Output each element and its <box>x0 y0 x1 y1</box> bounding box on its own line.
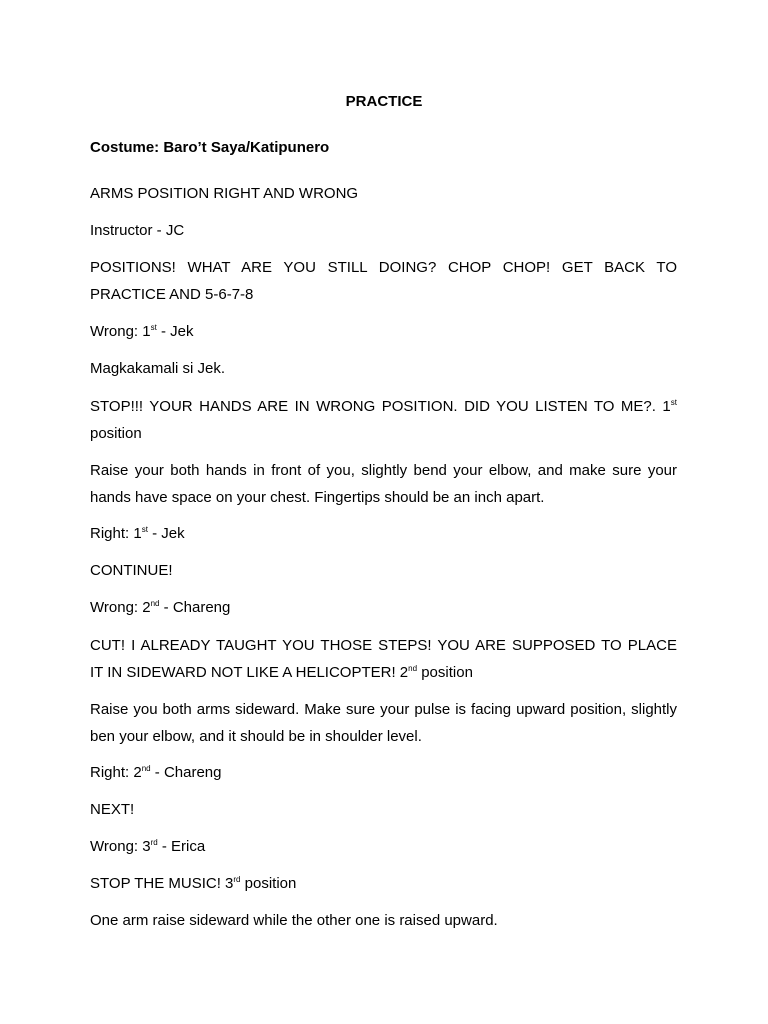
cut-call-line2-sup: nd <box>408 664 418 673</box>
stop-music-sup: rd <box>233 875 241 884</box>
positions-call-paragraph <box>90 254 677 308</box>
stop-call-line1-text: STOP!!! YOUR HANDS ARE IN WRONG POSITION. DID YOU LISTEN TO ME?. 1 <box>90 398 671 415</box>
wrong-3-sup: rd <box>150 838 158 847</box>
first-position-description <box>90 457 677 511</box>
wrong-2-line <box>90 594 677 621</box>
cut-call-paragraph <box>90 632 677 686</box>
cut-call-line2-suffix: position <box>417 664 473 681</box>
mistake-note: Magkakamali si Jek. <box>90 360 226 377</box>
page-title: PRACTICE <box>345 93 423 110</box>
cut-call-line2 <box>90 659 677 686</box>
instructor-line: Instructor - JC <box>90 222 185 239</box>
wrong-1-prefix: Wrong: 1 <box>90 323 151 340</box>
wrong-2-suffix: - Chareng <box>159 599 231 616</box>
right-1-suffix: - Jek <box>147 525 185 542</box>
wrong-3-prefix: Wrong: 3 <box>90 838 151 855</box>
stop-music-prefix: STOP THE MUSIC! 3 <box>90 875 234 892</box>
second-position-desc-line2: ben your elbow, and it should be in shoulder level. <box>90 728 422 745</box>
right-1-prefix: Right: 1 <box>90 525 142 542</box>
third-position-description: One arm raise sideward while the other one is raised upward. <box>90 912 498 929</box>
positions-call-line1: POSITIONS! WHAT ARE YOU STILL DOING? CHOP CHOP! GET BACK TO <box>90 259 677 276</box>
right-2-prefix: Right: 2 <box>90 764 142 781</box>
second-position-desc-line1: Raise you both arms sideward. Make sure your pulse is facing upward position, slightly <box>90 701 677 718</box>
right-1-line <box>90 520 677 547</box>
cut-call-line1: CUT! I ALREADY TAUGHT YOU THOSE STEPS! YOU ARE SUPPOSED TO PLACE <box>90 637 677 654</box>
cut-call-line2-text: IT IN SIDEWARD NOT LIKE A HELICOPTER! 2 <box>90 664 409 681</box>
stop-call-line2: position <box>90 425 142 442</box>
positions-call-line2: PRACTICE AND 5-6-7-8 <box>90 286 254 303</box>
right-2-suffix: - Chareng <box>150 764 222 781</box>
next-line: NEXT! <box>90 801 135 818</box>
continue-line: CONTINUE! <box>90 562 173 579</box>
first-position-desc-line2: hands have space on your chest. Fingertips should be an inch apart. <box>90 489 545 506</box>
wrong-3-line <box>90 833 677 860</box>
stop-call-line1-sup: st <box>670 398 677 407</box>
right-2-sup: nd <box>141 764 151 773</box>
wrong-1-sup: st <box>150 323 157 332</box>
wrong-3-suffix: - Erica <box>157 838 206 855</box>
wrong-1-suffix: - Jek <box>156 323 194 340</box>
costume-line: Costume: Baro’t Saya/Katipunero <box>90 139 330 156</box>
stop-music-suffix: position <box>240 875 297 892</box>
stop-music-line <box>90 870 677 897</box>
first-position-desc-line1: Raise your both hands in front of you, slightly bend your elbow, and make sure your <box>90 462 677 479</box>
stop-call-paragraph <box>90 393 677 447</box>
wrong-2-sup: nd <box>150 599 160 608</box>
stop-call-line1 <box>90 393 677 420</box>
right-2-line <box>90 759 677 786</box>
wrong-1-line <box>90 318 677 345</box>
right-1-sup: st <box>141 525 148 534</box>
section-heading: ARMS POSITION RIGHT AND WRONG <box>90 185 359 202</box>
wrong-2-prefix: Wrong: 2 <box>90 599 151 616</box>
second-position-description <box>90 696 677 750</box>
